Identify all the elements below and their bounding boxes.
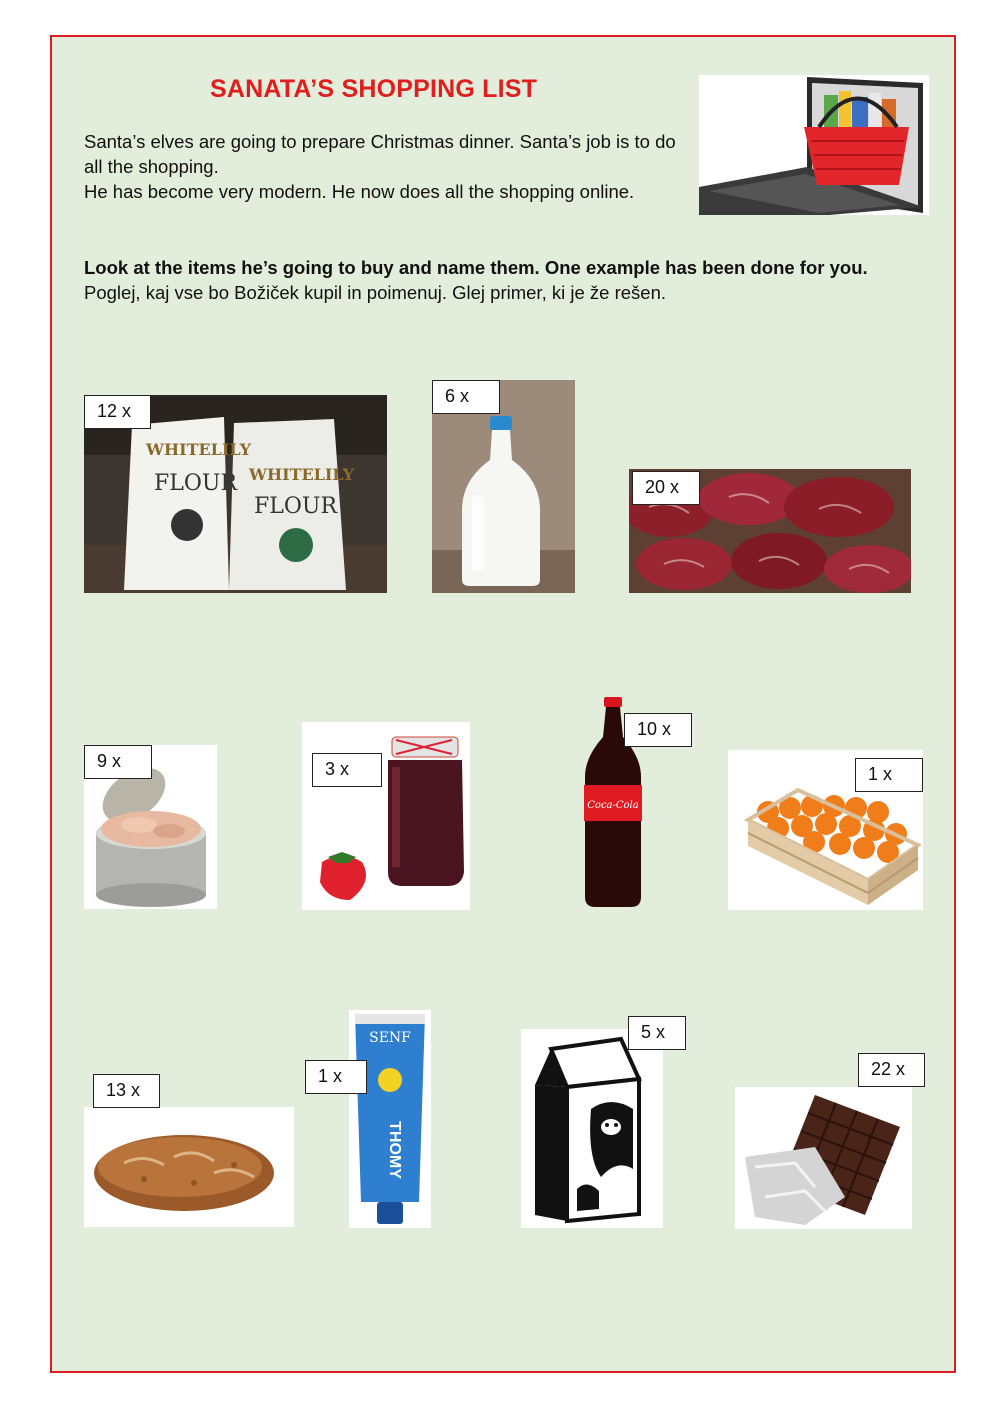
intro-line-2: He has become very modern. He now does all the shopping online. [84, 181, 635, 202]
task-bold-text: Look at the items he’s going to buy and name them. One example has been done for you. [84, 257, 868, 278]
mustard-brand-text: THOMY [386, 1121, 403, 1179]
mustard-word-text: SENF [369, 1030, 411, 1046]
quantity-label-flour: 12 x [84, 395, 151, 429]
quantity-label-bread: 13 x [93, 1074, 160, 1108]
chocolate-bar-icon [735, 1087, 912, 1229]
worksheet-page [50, 35, 956, 1373]
cola-brand-text: Coca-Cola [587, 800, 639, 811]
quantity-label-carton: 5 x [628, 1016, 686, 1050]
jam-jar-icon [302, 722, 470, 910]
worksheet-title: SANATA’S SHOPPING LIST [210, 75, 538, 103]
mustard-tube-icon [349, 1010, 431, 1228]
task-instructions [84, 255, 914, 305]
quantity-label-jam: 3 x [312, 753, 382, 787]
task-slovene-text: Poglej, kaj vse bo Božiček kupil in poimenuj. Glej primer, ki je že rešen. [84, 282, 666, 303]
milk-carton-icon [521, 1029, 663, 1228]
intro-text [84, 129, 694, 204]
intro-line-1: Santa’s elves are going to prepare Christmas dinner. Santa’s job is to do all the shopping. [84, 131, 676, 177]
quantity-label-chocolate: 22 x [858, 1053, 925, 1087]
quantity-label-oranges: 1 x [855, 758, 923, 792]
basket-laptop-image [699, 75, 929, 215]
quantity-label-tuna: 9 x [84, 745, 152, 779]
bread-loaf-icon [84, 1107, 294, 1227]
flour-word-text: FLOUR [154, 471, 238, 496]
flour-brand-text: WHITELILY [146, 440, 252, 459]
quantity-label-meat: 20 x [632, 471, 700, 505]
quantity-label-mustard: 1 x [305, 1060, 367, 1094]
flour-word-text-2: FLOUR [254, 494, 338, 519]
quantity-label-milk: 6 x [432, 380, 500, 414]
quantity-label-cola: 10 x [624, 713, 692, 747]
flour-brand-text-2: WHITELILY [249, 465, 355, 484]
